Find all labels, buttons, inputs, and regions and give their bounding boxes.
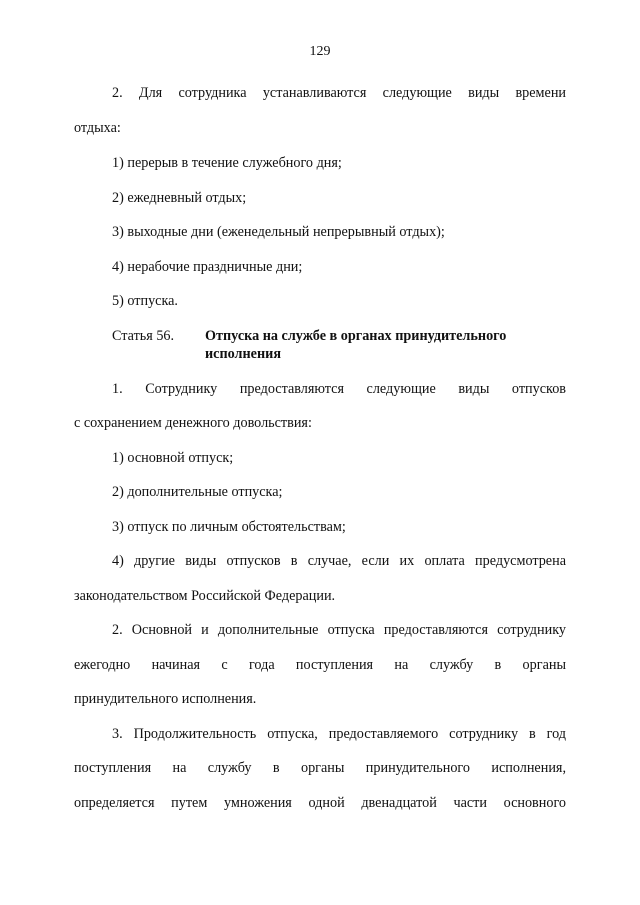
section-3-line-3: определяется путем умножения одной двенадцатой части основного — [74, 795, 566, 811]
list-item-4: 4) нерабочие праздничные дни; — [112, 259, 303, 275]
section-2-line-3: принудительного исполнения. — [74, 691, 257, 707]
section-1-item-4-line-1: 4) другие виды отпусков в случае, если их оплата предусмотрена — [112, 553, 566, 569]
article-title-line-2: исполнения — [205, 346, 282, 362]
section-1-line-2: с сохранением денежного довольствия: — [74, 415, 312, 431]
section-2-line-2: ежегодно начиная с года поступления на службу в органы — [74, 657, 566, 673]
list-item-1: 1) перерыв в течение служебного дня; — [112, 155, 342, 171]
section-1-line-1: 1. Сотруднику предоставляются следующие виды отпусков — [112, 381, 566, 397]
list-item-5: 5) отпуска. — [112, 293, 178, 309]
article-title-line-1: Отпуска на службе в органах принудительного — [205, 328, 507, 344]
article-label: Статья 56. — [112, 328, 175, 344]
paragraph-2-line-1: 2. Для сотрудника устанавливаются следующие виды времени — [112, 85, 566, 101]
section-3-line-1: 3. Продолжительность отпуска, предоставляемого сотруднику в год — [112, 726, 566, 742]
section-1-item-2: 2) дополнительные отпуска; — [112, 484, 283, 500]
section-1-item-1: 1) основной отпуск; — [112, 450, 234, 466]
page-number: 129 — [309, 44, 331, 59]
section-1-item-4-line-2: законодательством Российской Федерации. — [74, 588, 336, 604]
section-3-line-2: поступления на службу в органы принудительного исполнения, — [74, 760, 566, 776]
list-item-3: 3) выходные дни (еженедельный непрерывный отдых); — [112, 224, 445, 240]
list-item-2: 2) ежедневный отдых; — [112, 190, 247, 206]
paragraph-2-line-2: отдыха: — [74, 120, 121, 136]
section-1-item-3: 3) отпуск по личным обстоятельствам; — [112, 519, 346, 535]
section-2-line-1: 2. Основной и дополнительные отпуска предоставляются сотруднику — [112, 622, 566, 638]
